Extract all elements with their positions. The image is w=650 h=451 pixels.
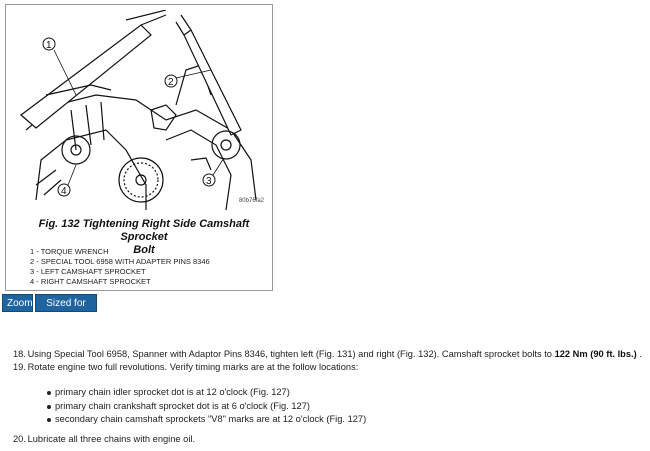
step-18-end: . <box>639 349 642 359</box>
figure-legend <box>30 247 210 287</box>
engine-illustration <box>16 10 264 212</box>
figure-frame <box>5 4 273 291</box>
step-20-text: Lubricate all three chains with engine oil. <box>27 434 196 444</box>
callout-4: 4 <box>61 186 67 197</box>
figure-code: 80b76fa2 <box>238 198 264 204</box>
step-20 <box>13 433 195 446</box>
callout-2: 2 <box>168 77 174 88</box>
legend-item: 1 - TORQUE WRENCH <box>30 247 109 256</box>
sized-for-print-button[interactable]: Sized for Print <box>35 294 97 312</box>
step-19-text: Rotate engine two full revolutions. Verify timing marks are at the follow locations: <box>27 362 359 372</box>
step-19 <box>13 361 643 374</box>
step-18-number: 18. <box>13 349 26 359</box>
step-18 <box>13 348 643 361</box>
zoom-button[interactable]: Zoom <box>2 294 33 312</box>
list-item: primary chain crankshaft sprocket dot is at 6 o'clock (Fig. 127) <box>47 400 366 414</box>
step-18-torque: 122 Nm (90 ft. lbs.) <box>554 349 637 359</box>
legend-item: 3 - LEFT CAMSHAFT SPROCKET <box>30 267 146 276</box>
figure-caption-line1: Fig. 132 Tightening Right Side Camshaft Sprocket <box>38 218 250 243</box>
legend-item: 4 - RIGHT CAMSHAFT SPROCKET <box>30 277 151 286</box>
legend-item: 2 - SPECIAL TOOL 6958 WITH ADAPTER PINS 8346 <box>30 257 210 266</box>
procedure-steps <box>13 348 643 374</box>
timing-mark-list <box>47 386 366 427</box>
list-item: primary chain idler sprocket dot is at 12 o'clock (Fig. 127) <box>47 386 366 400</box>
step-20-number: 20. <box>13 434 26 444</box>
step-18-text: Using Special Tool 6958, Spanner with Adaptor Pins 8346, tighten left (Fig. 131) and right (Fig. 132). Camshaft sprocket bolts to <box>27 349 552 359</box>
callout-1: 1 <box>46 40 52 51</box>
step-19-number: 19. <box>13 362 26 372</box>
list-item: secondary chain camshaft sprockets "V8" marks are at 12 o'clock (Fig. 127) <box>47 413 366 427</box>
callout-3: 3 <box>206 176 212 187</box>
figure-caption-line2: Bolt <box>133 244 155 256</box>
